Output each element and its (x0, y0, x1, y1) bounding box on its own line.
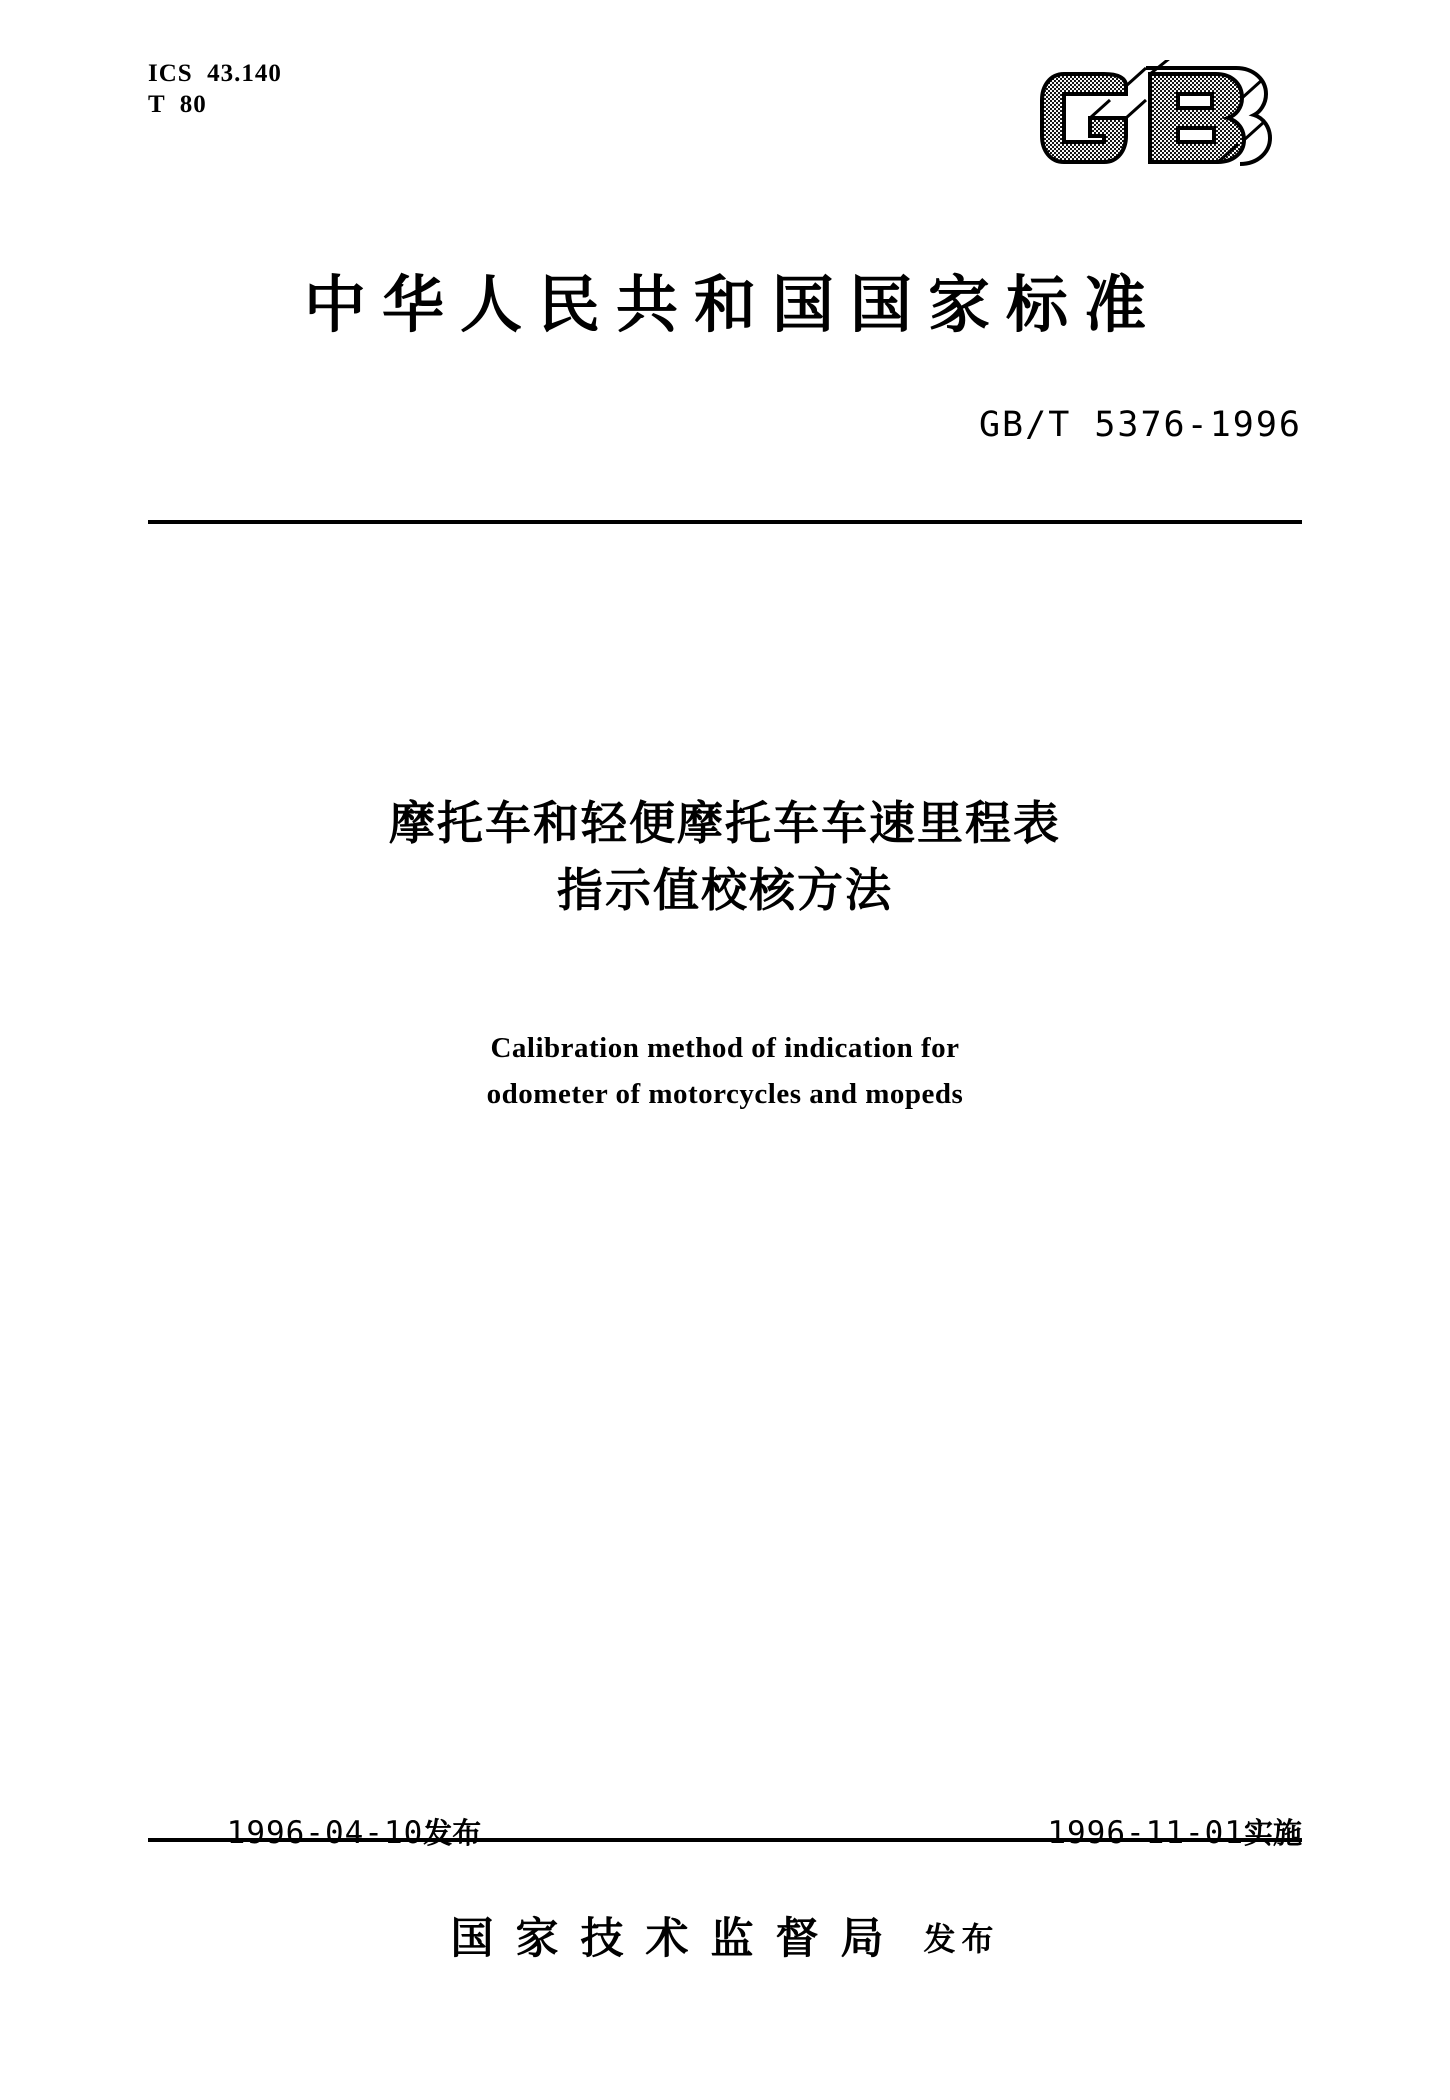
ics-classification-block (148, 58, 282, 121)
issue-date-value: 1996-04-10 (226, 1815, 424, 1851)
ics-category-code: T 80 (148, 91, 207, 119)
gb-emblem (1030, 60, 1300, 175)
document-title-cn-line1: 摩托车和轻便摩托车车速里程表 (389, 796, 1061, 850)
standard-number: GB/T 5376-1996 (978, 405, 1302, 445)
ics-code: ICS 43.140 (148, 60, 282, 87)
national-standard-heading: 中华人民共和国国家标准 (303, 268, 1162, 341)
publisher-action: 发布 (923, 1920, 1000, 1958)
effective-date-value: 1996-11-01 (1047, 1815, 1244, 1851)
document-title-en-line1: Calibration method of indication for (490, 1032, 960, 1064)
publisher-block (0, 1905, 1450, 1966)
divider-bottom (148, 1838, 1302, 1842)
issue-date (148, 1775, 481, 1888)
document-title-en (0, 1025, 1450, 1118)
document-title-en-line2: odometer of motorcycles and mopeds (486, 1078, 964, 1111)
document-title-cn-line2: 指示值校核方法 (557, 862, 893, 917)
issue-date-label: 发布 (423, 1816, 482, 1850)
effective-date-label: 实施 (1243, 1816, 1302, 1850)
effective-date (969, 1775, 1302, 1888)
divider-top (148, 520, 1302, 524)
document-title-cn (0, 790, 1450, 923)
publisher-name: 国家技术监督局 (450, 1914, 906, 1964)
